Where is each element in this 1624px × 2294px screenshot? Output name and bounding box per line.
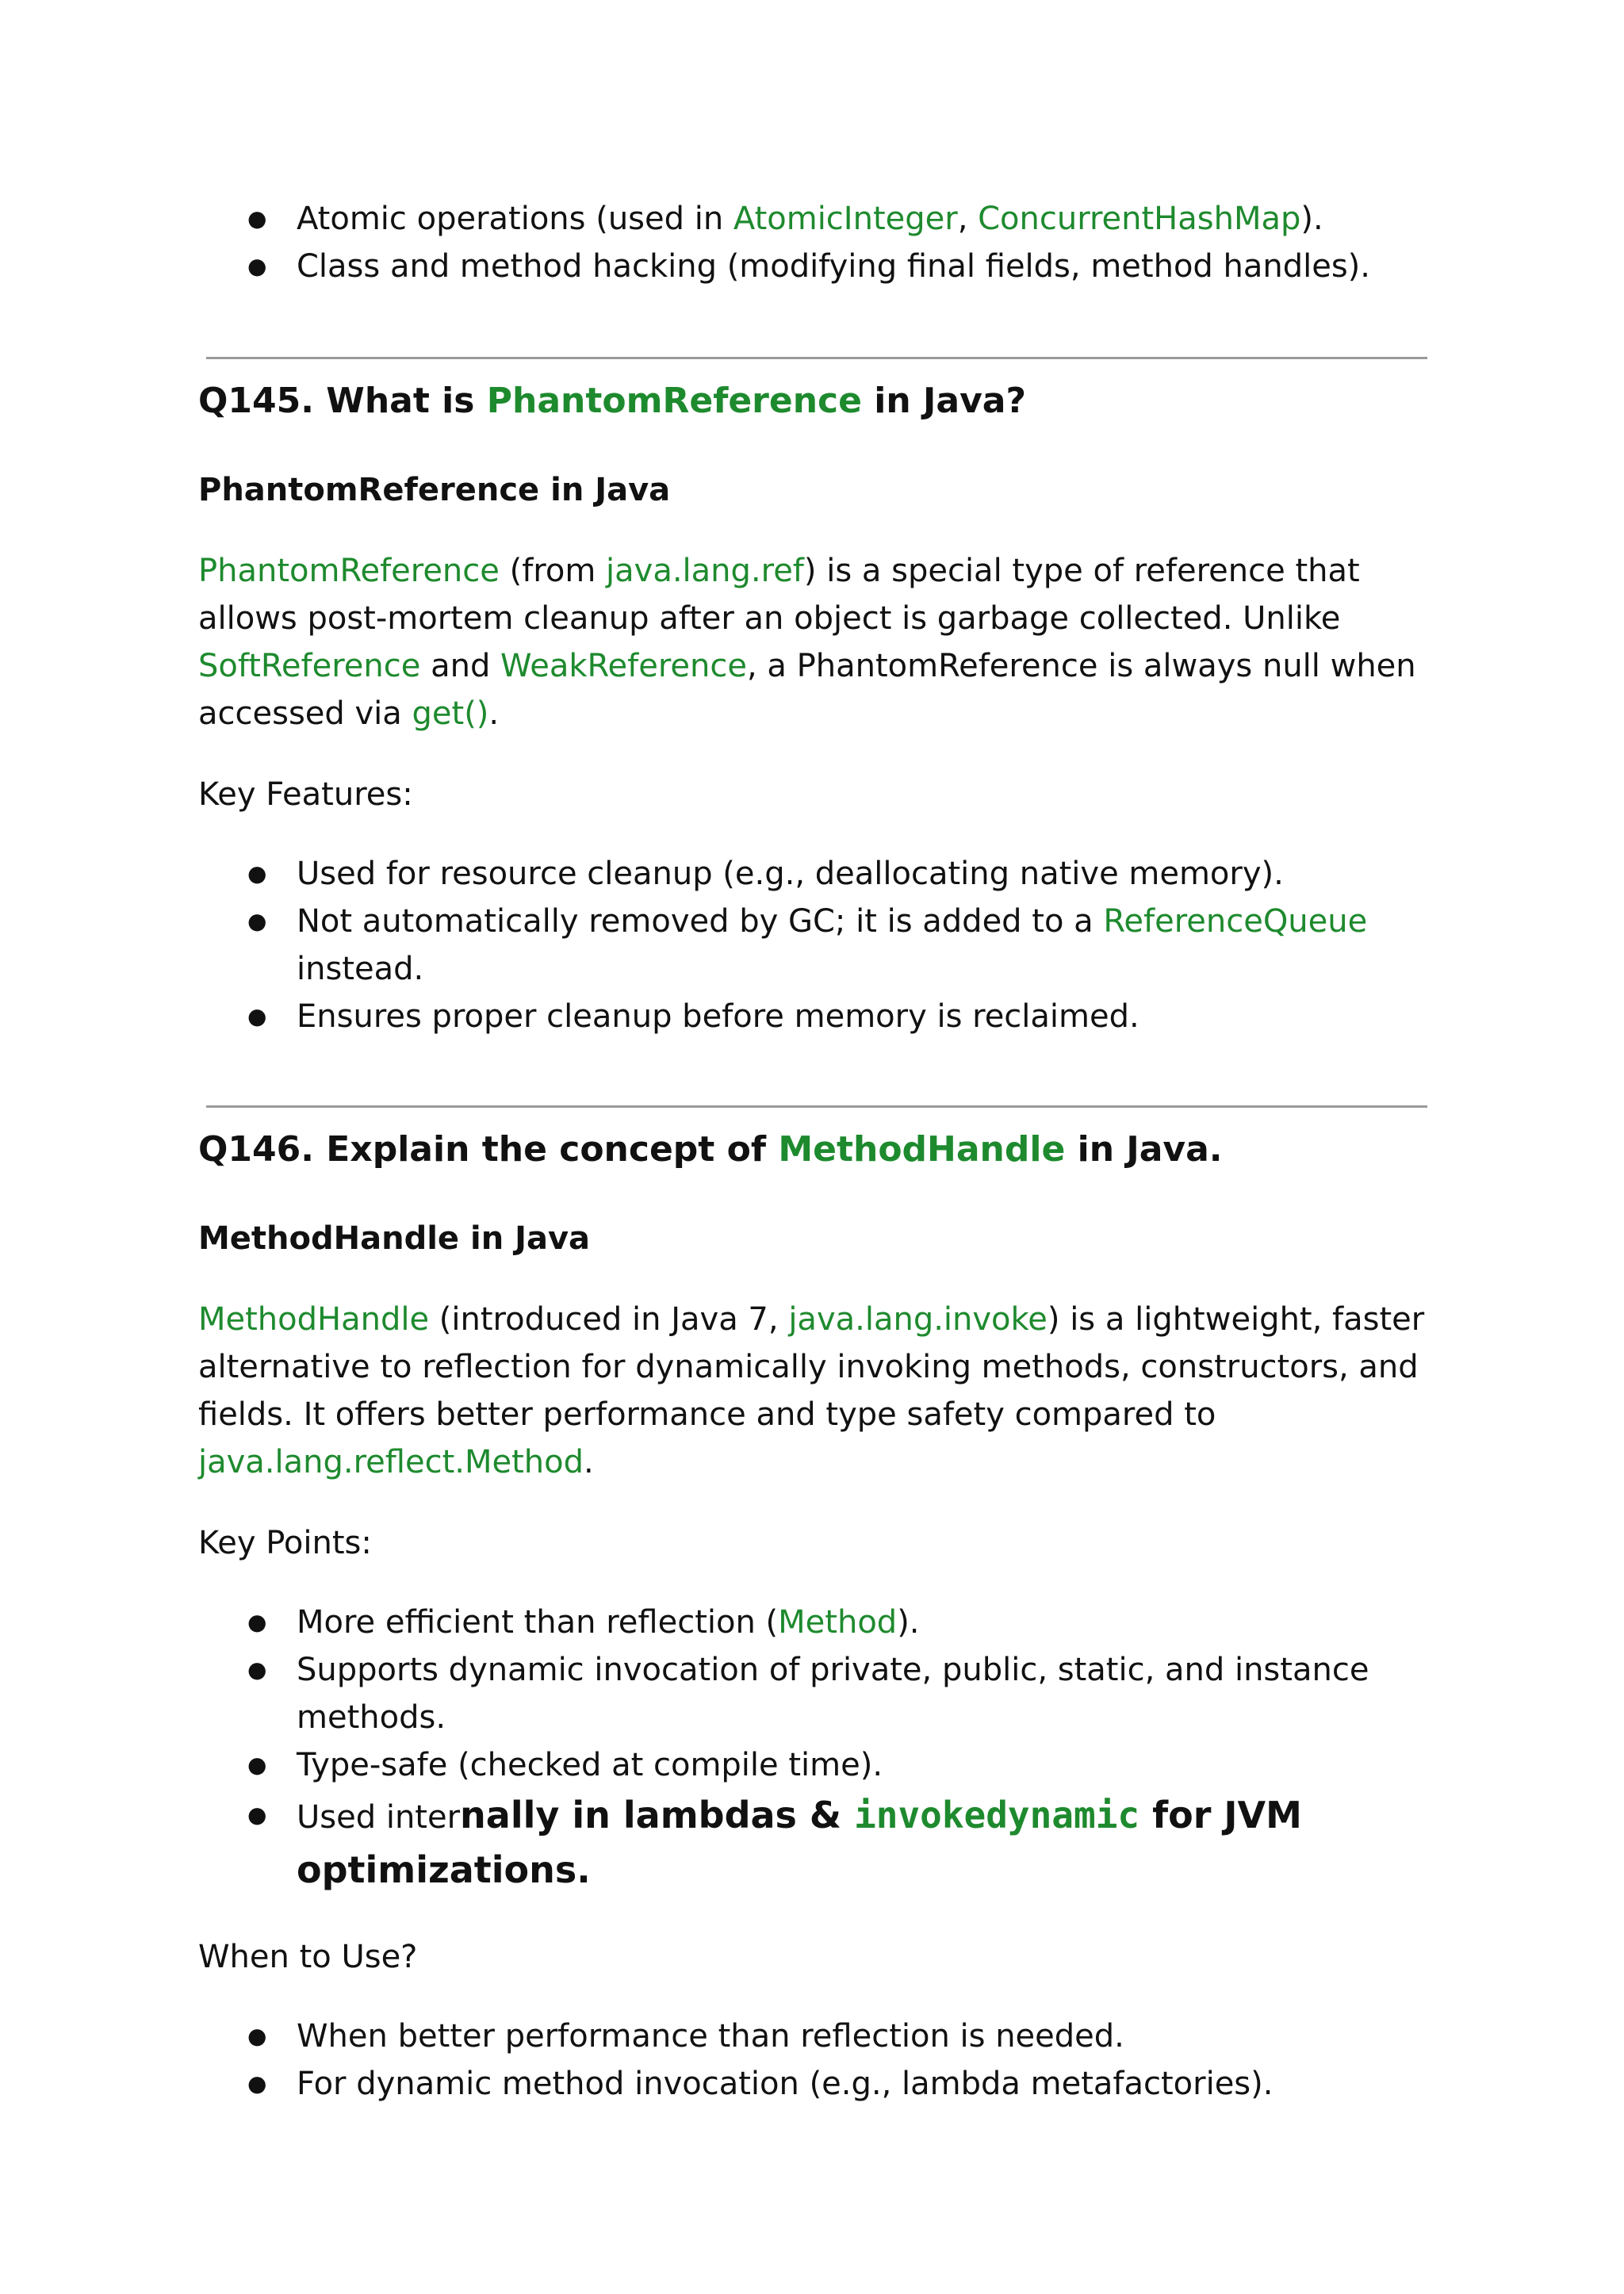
code-term: PhantomReference: [486, 381, 862, 421]
code-term: ConcurrentHashMap: [978, 201, 1301, 237]
code-term: get(): [412, 695, 489, 732]
code-term: MethodHandle: [198, 1301, 430, 1338]
code-term: SoftReference: [198, 648, 421, 684]
code-term: MethodHandle: [778, 1129, 1066, 1170]
paragraph-q146: MethodHandle (introduced in Java 7, java.lang.invoke) is a lightweight, faster alternative to reflection for dynamically invoking methods, constructors, and fields. It offers better performance and type safety compared to java.lang.reflect.Method.: [198, 1301, 1425, 1480]
features-list: [198, 850, 1435, 1040]
list-item: ● Atomic operations (used in AtomicInteger, ConcurrentHashMap).: [198, 195, 1435, 243]
list-item: ● For dynamic method invocation (e.g., lambda metafactories).: [198, 2060, 1435, 2108]
question-heading-q145: Q145. What is PhantomReference in Java?: [198, 381, 1026, 421]
code-term: java.lang.ref: [606, 553, 804, 589]
list-item: ● Supports dynamic invocation of private, public, static, and instance methods.: [198, 1646, 1435, 1741]
when-to-use-label: When to Use?: [198, 1939, 418, 1975]
code-term: java.lang.reflect.Method: [198, 1444, 584, 1480]
code-term: WeakReference: [500, 648, 747, 684]
list-item: ● Type-safe (checked at compile time).: [198, 1741, 1435, 1789]
top-bullet-list: [198, 195, 1435, 290]
code-term: PhantomReference: [198, 553, 500, 589]
paragraph-q145: PhantomReference (from java.lang.ref) is a special type of reference that allows post-mortem cleanup after an object is garbage collected. Unlike SoftReference and WeakReference, a PhantomReference is always null when accessed via get().: [198, 553, 1416, 732]
code-term: AtomicInteger: [733, 201, 958, 237]
key-points-label: Key Points:: [198, 1525, 372, 1561]
section-divider: [206, 1105, 1427, 1108]
code-term: invokedynamic: [854, 1794, 1140, 1836]
question-heading-q146: Q146. Explain the concept of MethodHandle in Java.: [198, 1129, 1223, 1170]
list-item: ● More efficient than reflection (Method).: [198, 1599, 1435, 1646]
list-item: ● When better performance than reflection is needed.: [198, 2013, 1435, 2060]
list-item: ● Class and method hacking (modifying final fields, method handles).: [198, 243, 1435, 290]
list-item: ● Ensures proper cleanup before memory is reclaimed.: [198, 993, 1435, 1040]
key-points-list: [198, 1599, 1435, 1898]
when-to-use-list: [198, 2013, 1435, 2108]
section-divider: [206, 357, 1427, 359]
subheading-q146: MethodHandle in Java: [198, 1220, 591, 1257]
list-item: ● Not automatically removed by GC; it is added to a ReferenceQueue instead.: [198, 898, 1435, 993]
key-features-label: Key Features:: [198, 776, 413, 813]
code-term: Method: [778, 1604, 898, 1641]
list-item: ● Used for resource cleanup (e.g., deallocating native memory).: [198, 850, 1435, 898]
list-item: ● Used internally in lambdas & invokedynamic for JVM optimizations.: [198, 1789, 1435, 1898]
subheading-q145: PhantomReference in Java: [198, 472, 671, 508]
code-term: ReferenceQueue: [1103, 903, 1368, 940]
code-term: java.lang.invoke: [788, 1301, 1048, 1338]
